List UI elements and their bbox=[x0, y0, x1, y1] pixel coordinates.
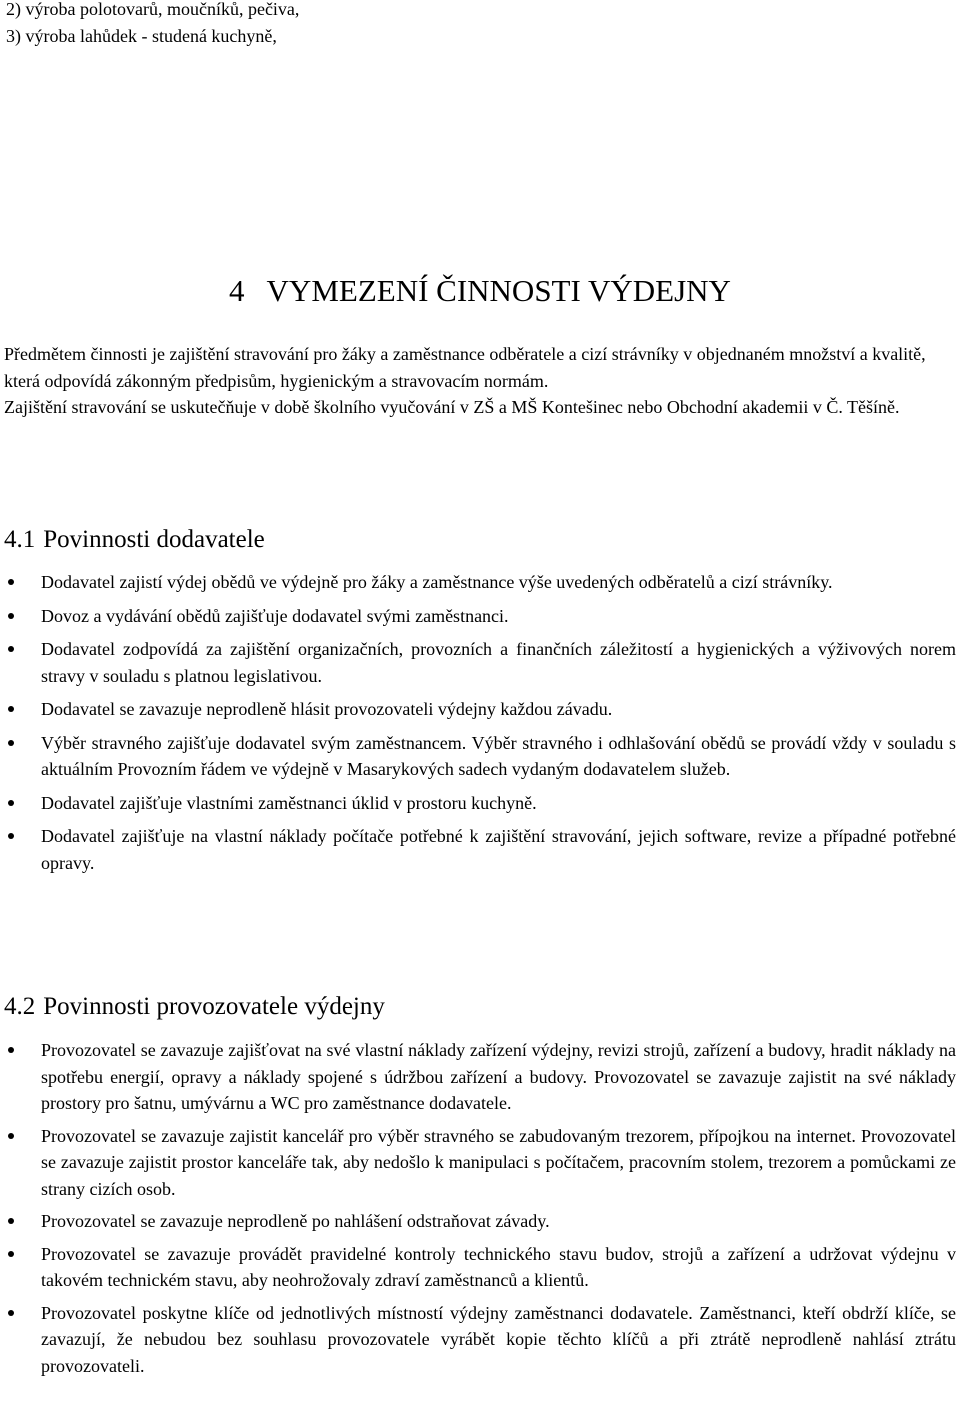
bullet-icon bbox=[8, 613, 14, 619]
section-4-1-heading bbox=[4, 524, 265, 556]
list-item: Dodavatel se zavazuje neprodleně hlásit provozovateli výdejny každou závadu. bbox=[0, 696, 956, 723]
section-number: 4.2 bbox=[4, 993, 36, 1020]
list-item: Provozovatel se zavazuje provádět pravidelné kontroly technického stavu budov, strojů a zařízení a udržovat výdejnu v takovém technickém stavu, aby neohrožovaly zdraví zaměstnanců a klientů. bbox=[0, 1241, 956, 1294]
bullet-icon bbox=[8, 1310, 14, 1316]
bullet-icon bbox=[8, 833, 14, 839]
list-item: Dodavatel zajišťuje vlastními zaměstnanci úklid v prostoru kuchyně. bbox=[0, 790, 956, 817]
section-title: Povinnosti dodavatele bbox=[43, 526, 265, 553]
list-item: Provozovatel se zavazuje neprodleně po nahlášení odstraňovat závady. bbox=[0, 1208, 956, 1235]
bullet-icon bbox=[8, 1251, 14, 1257]
section-title: VYMEZENÍ ČINNOSTI VÝDEJNY bbox=[266, 273, 731, 308]
list-item: Provozovatel se zavazuje zajistit kancelář pro výběr stravného se zabudovaným trezorem, přípojkou na internet. Provozovatel se zavazuje zajistit prostor kanceláře tak, aby nedošlo k manipulaci s počítačem, pracovním stolem, trezorem a pomůckami ze strany cizích osob. bbox=[0, 1123, 956, 1203]
bullet-icon bbox=[8, 1047, 14, 1053]
bullet-icon bbox=[8, 1218, 14, 1224]
bullet-icon bbox=[8, 579, 14, 585]
section-title: Povinnosti provozovatele výdejny bbox=[43, 993, 385, 1020]
provozovatel-obligations-list bbox=[0, 1037, 956, 1385]
top-list bbox=[6, 0, 946, 49]
bullet-icon bbox=[8, 706, 14, 712]
bullet-icon bbox=[8, 1133, 14, 1139]
paragraph: Zajištění stravování se uskutečňuje v době školního vyučování v ZŠ a MŠ Kontešinec nebo Obchodní akademii v Č. Těšíně. bbox=[4, 397, 900, 417]
section-number: 4 bbox=[229, 273, 245, 308]
bullet-icon bbox=[8, 800, 14, 806]
bullet-icon bbox=[8, 740, 14, 746]
list-item: Dodavatel zajistí výdej obědů ve výdejně pro žáky a zaměstnance výše uvedených odběratelů a cizí strávníky. bbox=[0, 569, 956, 596]
bullet-icon bbox=[8, 646, 14, 652]
list-item: Dodavatel zajišťuje na vlastní náklady počítače potřebné k zajištění stravování, jejich software, revize a případné potřebné opravy. bbox=[0, 823, 956, 876]
dodavatel-obligations-list bbox=[0, 569, 956, 883]
paragraph: Předmětem činnosti je zajištění stravování pro žáky a zaměstnance odběratele a cizí strávníky v objednaném množství a kvalitě, která odpovídá zákonným předpisům, hygienickým a stravovacím normám. bbox=[4, 344, 926, 391]
list-item: 3) výroba lahůdek - studená kuchyně, bbox=[6, 25, 277, 46]
list-item: Provozovatel poskytne klíče od jednotlivých místností výdejny zaměstnanci dodavatele. Zaměstnanci, kteří obdrží klíče, se zavazují, že nebudou bez souhlasu provozovatele vyrábět kopie těchto klíčů a při ztrátě neprodleně nahlásí ztrátu provozovateli. bbox=[0, 1300, 956, 1380]
list-item: 2) výroba polotovarů, moučníků, pečiva, bbox=[6, 0, 300, 19]
section-number: 4.1 bbox=[4, 526, 36, 553]
list-item: Provozovatel se zavazuje zajišťovat na své vlastní náklady zařízení výdejny, revizi strojů, zařízení a budovy, hradit náklady na spotřebu energií, opravy a náklady spojené s údržbou zařízení a budovy. Provozovatel se zavazuje zajistit na své náklady prostory pro šatnu, umývárnu a WC pro zaměstnance dodavatele. bbox=[0, 1037, 956, 1117]
section-4-intro bbox=[4, 341, 954, 421]
list-item: Výběr stravného zajišťuje dodavatel svým zaměstnancem. Výběr stravného i odhlašování obědů se provádí vždy v souladu s aktuálním Provozním řádem ve výdejně v Masarykových sadech vydaným dodavatelem služeb. bbox=[0, 730, 956, 783]
section-4-heading bbox=[0, 271, 960, 311]
list-item: Dodavatel zodpovídá za zajištění organizačních, provozních a finančních záležitostí a hygienických a výživových norem stravy v souladu s platnou legislativou. bbox=[0, 636, 956, 689]
list-item: Dovoz a vydávání obědů zajišťuje dodavatel svými zaměstnanci. bbox=[0, 603, 956, 630]
section-4-2-heading bbox=[4, 991, 385, 1023]
